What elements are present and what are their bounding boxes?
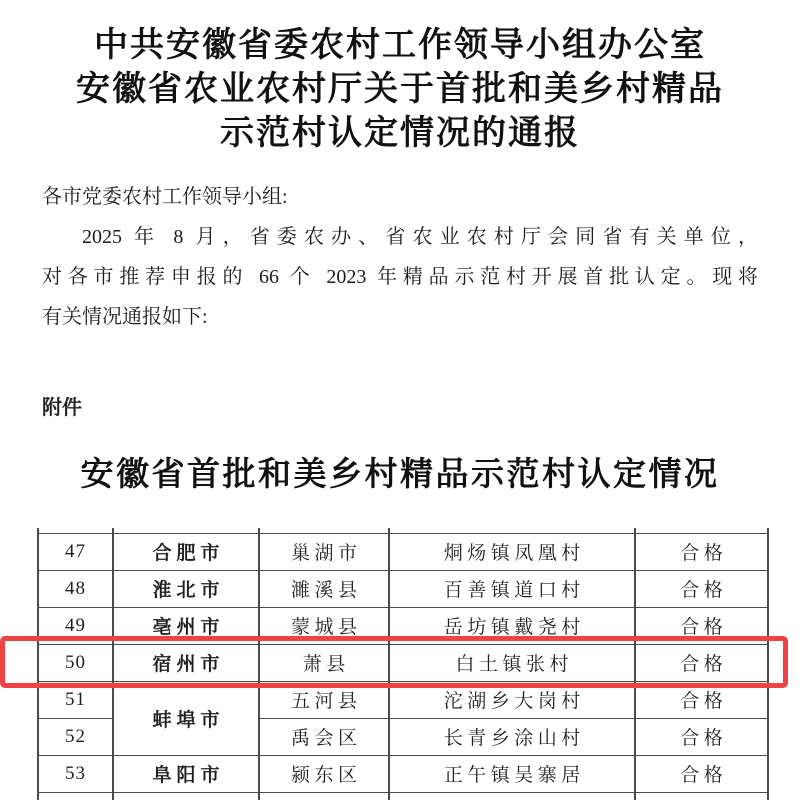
result-cell: 合格 bbox=[635, 607, 768, 644]
county-cell: 禹会区 bbox=[259, 718, 389, 755]
table-row-highlighted bbox=[38, 644, 768, 681]
empty-cell bbox=[389, 792, 635, 800]
body-line-2: 对各市推荐申报的 66 个 2023 年精品示范村开展首批认定。现将 bbox=[42, 266, 758, 288]
row-number-cell: 48 bbox=[38, 570, 113, 607]
table-row bbox=[38, 755, 768, 792]
village-cell: 百善镇道口村 bbox=[389, 570, 635, 607]
row-number-cell: 47 bbox=[38, 533, 113, 570]
results-table bbox=[37, 528, 769, 800]
city-cell: 淮北市 bbox=[113, 570, 259, 607]
results-table-container bbox=[37, 528, 769, 800]
result-cell: 合格 bbox=[635, 681, 768, 718]
county-cell: 濉溪县 bbox=[259, 570, 389, 607]
document-title-line-1: 中共安徽省委农村工作领导小组办公室 bbox=[94, 27, 706, 64]
table-row bbox=[38, 570, 768, 607]
result-cell: 合格 bbox=[635, 755, 768, 792]
row-number-cell: 51 bbox=[38, 681, 113, 718]
salutation: 各市党委农村工作领导小组: bbox=[42, 186, 288, 208]
empty-cell bbox=[259, 792, 389, 800]
city-cell: 宿州市 bbox=[113, 644, 259, 681]
village-cell: 长青乡涂山村 bbox=[389, 718, 635, 755]
city-cell: 阜阳市 bbox=[113, 755, 259, 792]
row-number-cell: 50 bbox=[38, 644, 113, 681]
village-cell: 沱湖乡大岗村 bbox=[389, 681, 635, 718]
result-cell: 合格 bbox=[635, 570, 768, 607]
table-row bbox=[38, 607, 768, 644]
table-row bbox=[38, 533, 768, 570]
village-cell: 白土镇张村 bbox=[389, 644, 635, 681]
results-table-body bbox=[38, 528, 768, 800]
county-cell: 蒙城县 bbox=[259, 607, 389, 644]
empty-cell bbox=[38, 792, 113, 800]
empty-cell bbox=[113, 792, 259, 800]
partial-row-bottom bbox=[38, 792, 768, 800]
county-cell: 巢湖市 bbox=[259, 533, 389, 570]
result-cell: 合格 bbox=[635, 644, 768, 681]
row-number-cell: 53 bbox=[38, 755, 113, 792]
document-title bbox=[0, 24, 800, 156]
city-cell: 亳州市 bbox=[113, 607, 259, 644]
county-cell: 五河县 bbox=[259, 681, 389, 718]
village-cell: 烔炀镇凤凰村 bbox=[389, 533, 635, 570]
city-cell: 合肥市 bbox=[113, 533, 259, 570]
city-cell: 蚌埠市 bbox=[113, 681, 259, 755]
table-title: 安徽省首批和美乡村精品示范村认定情况 bbox=[80, 457, 720, 493]
body-line-1: 2025 年 8 月，省委农办、省农业农村厅会同省有关单位， bbox=[82, 226, 758, 248]
table-row bbox=[38, 681, 768, 718]
body-line-3: 有关情况通报如下: bbox=[42, 306, 208, 328]
village-cell: 正午镇吴寨居 bbox=[389, 755, 635, 792]
attachment-label: 附件 bbox=[42, 397, 82, 419]
body-paragraphs bbox=[42, 177, 758, 337]
county-cell: 萧县 bbox=[259, 644, 389, 681]
row-number-cell: 52 bbox=[38, 718, 113, 755]
document-title-line-2: 安徽省农业农村厅关于首批和美乡村精品 bbox=[76, 71, 724, 108]
row-number-cell: 49 bbox=[38, 607, 113, 644]
county-cell: 颍东区 bbox=[259, 755, 389, 792]
result-cell: 合格 bbox=[635, 718, 768, 755]
document-title-line-3: 示范村认定情况的通报 bbox=[220, 115, 580, 152]
village-cell: 岳坊镇戴尧村 bbox=[389, 607, 635, 644]
empty-cell bbox=[635, 792, 768, 800]
result-cell: 合格 bbox=[635, 533, 768, 570]
